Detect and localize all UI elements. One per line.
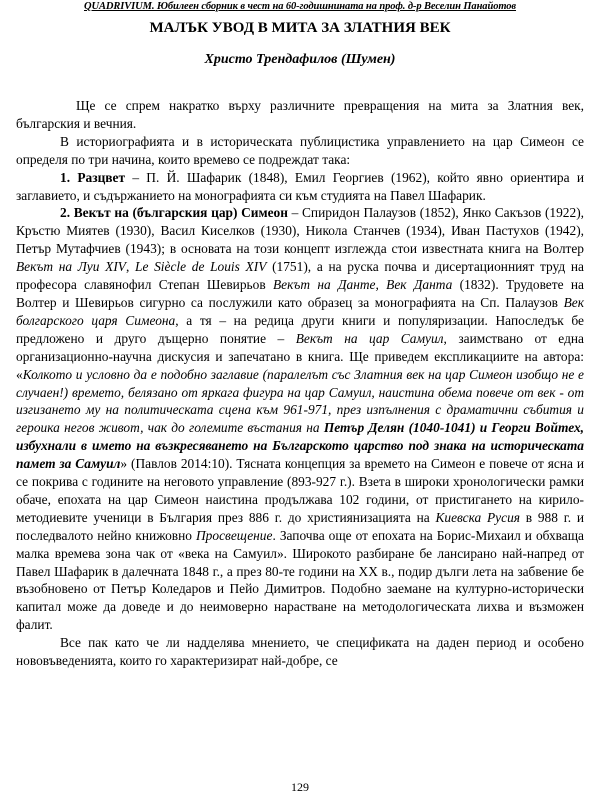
text-run: » (Павлов 2014:10). Тясната концепция за времето на Симеон е повече от ясна и се покрива с годините на неговото управление (893-927 г.). Взета в широки хронологически рамки обаче, епохата на цар Симеон наистина продължава 102 години, от пристигането на кирило-методиевите ученици в България през 886 г. до християнизацията на — [16, 456, 584, 525]
italic-title: Векът на Данте, Век Данта — [273, 277, 453, 293]
article-author: Христо Трендафилов (Шумен) — [204, 52, 396, 67]
paragraph-historiography: В историографията и в историческата публицистика управлението на цар Симеон се определя по три начина, които времево се подреждат така: — [16, 133, 584, 167]
text-run: , — [125, 259, 136, 275]
italic-term: Киевска Русия — [435, 509, 520, 525]
article-body — [16, 97, 584, 670]
text-run: , заимствано от една организационно-научна дискусия и запечатано в книга. Ще приведем експликациите на автора: « — [16, 330, 584, 382]
text-run: в 988 г. и последвалото нейно книжовно — [16, 509, 584, 543]
italic-title: Векът на цар Самуил — [295, 330, 444, 346]
italic-title: Векът на Луи XIV — [16, 259, 126, 275]
point-1-text: – П. Й. Шафарик (1848), Емил Георгиев (1962), който явно ориентира и заглавието, и съдържанието на монографията си към студията на Павел Шафарик. — [16, 169, 584, 203]
paragraph-point-1 — [16, 169, 584, 205]
point-1-lead: 1. Разцвет — [60, 169, 126, 185]
text-run: (1832). Трудовете на Волтер и Шевирьов сигурно са послужили като образец за монографията на Сп. Палаузов — [16, 277, 584, 310]
text-run: . Започва още от епохата на Борис-Михаил и обхваща малка времева зона чак от «века на Самуил». Широкото разбиране бе лансирано най-напред от Павел Шафарик в далечната 1848 г., а през 80-те години на ХХ в., подир дълги лета на забвение бе възобновено от Петър Коледаров и Пейо Димитров. Подобно заемане на културно-исторически капитал може да доведе и до неимоверно нарастване на методологическата лихва и възможен фалит. — [16, 527, 584, 633]
text-run: – Спиридон Палаузов (1852), Янко Сакъзов (1922), Кръстю Миятев (1930), Васил Киселков (1930), Никола Станчев (1934), Иван Пастухов (1942), Петър Мутафчиев (1943); в основата на този концепт изглежда стои известната книга на Волтер — [16, 205, 584, 257]
paragraph-point-2 — [16, 204, 584, 634]
text-run: (1751), а на руска почва и дисертационният труд на професора славянофил Степан Шевирьов — [16, 259, 584, 293]
paragraph-intro: Ще се спрем накратко върху различните превращения на мита за Златния век, българския и вечния. — [16, 98, 584, 131]
italic-title: Le Siècle de Louis XIV — [135, 259, 267, 275]
bold-italic-quotation: Петър Делян (1040-1041) и Георги Войтех, избухнали в името на възкресяването на Българското царство под знака на историческата памет за Самуил — [16, 420, 585, 472]
article-title: МАЛЪК УВОД В МИТА ЗА ЗЛАТНИЯ ВЕК — [149, 20, 451, 36]
running-head: QUADRIVIUM. Юбилеен сборник в чест на 60-годишнината на проф. д-р Веселин Панайотов — [83, 1, 517, 12]
text-run: , а тя – на редица други книги и популяризации. Напоследък бе предложено и друго дъщерно понятие – — [16, 312, 584, 346]
italic-term: Просвещение — [196, 527, 273, 543]
point-2-lead: 2. Векът на (българския цар) Симеон — [60, 205, 288, 221]
page-number: 129 — [291, 780, 309, 794]
italic-title: Век болгарского царя Симеона — [16, 294, 584, 328]
italic-quotation: Колкото и условно да е подобно заглавие (паралелът със Златния век на цар Симеон изобщо не е случаен!) времето, белязано от яркага фигура на цар Самуил, наистина обема повече от век - от изгизането му на политическата сцена към 961-971, през изпълнения с драматични събития и героика негов живот, чак до големите въстания на — [16, 366, 584, 436]
paragraph-conclusion: Все пак като че ли надделява мнението, че спецификата на даден период и особено нововъведенията, които го характеризират най-добре, се — [16, 635, 584, 669]
